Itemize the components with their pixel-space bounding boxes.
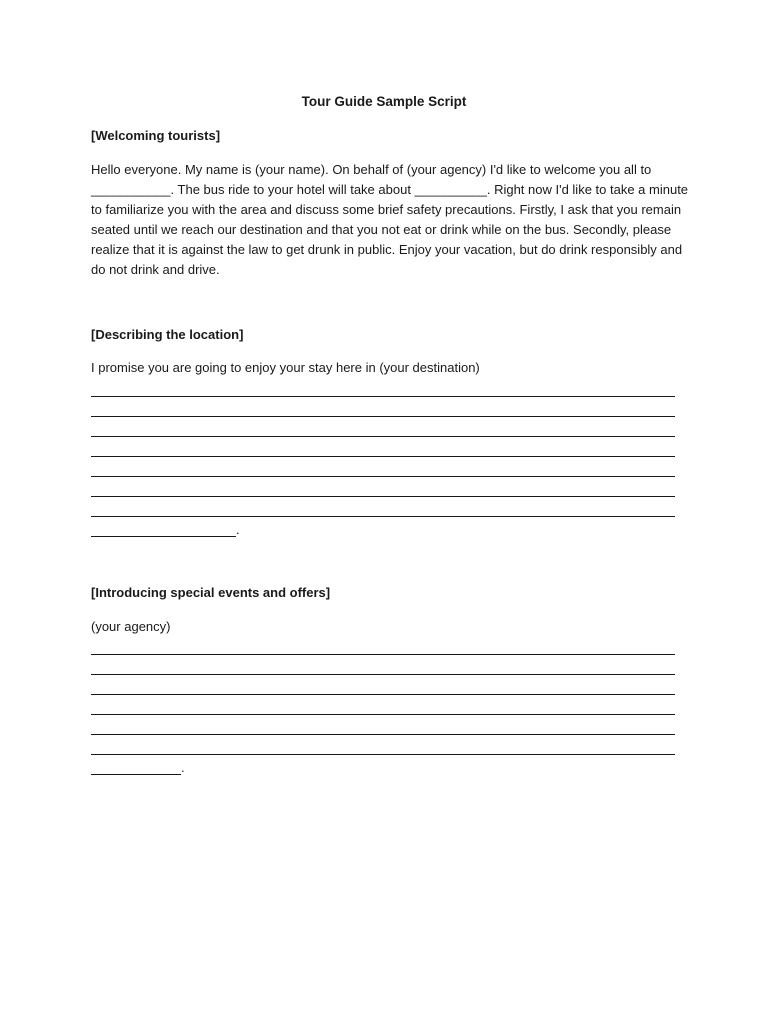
section-heading-location: [Describing the location] bbox=[91, 327, 244, 342]
paragraph-line: realize that it is against the law to get drunk in public. Enjoy your vacation, but do drink responsibly and bbox=[91, 242, 683, 257]
welcoming-paragraph bbox=[91, 160, 689, 280]
blank-writing-line bbox=[91, 516, 675, 517]
location-intro bbox=[91, 358, 681, 378]
location-intro-text: I promise you are going to enjoy your stay here in (your destination) bbox=[91, 360, 480, 375]
section-heading-welcoming: [Welcoming tourists] bbox=[91, 128, 221, 143]
blank-writing-line-short bbox=[91, 536, 236, 537]
paragraph-line: to familiarize you with the area and discuss some brief safety precautions. Firstly, I ask that you remain bbox=[91, 202, 682, 217]
blank-writing-line bbox=[91, 456, 675, 457]
events-intro-text: (your agency) bbox=[91, 619, 171, 634]
blank-writing-line bbox=[91, 416, 675, 417]
paragraph-line: Hello everyone. My name is (your name). On behalf of (your agency) I'd like to welcome you all to bbox=[91, 162, 652, 177]
blank-writing-line bbox=[91, 654, 675, 655]
blank-writing-line-short bbox=[91, 774, 181, 775]
blank-writing-line bbox=[91, 714, 675, 715]
paragraph-line: ___________. The bus ride to your hotel will take about __________. Right now I'd like to take a minute bbox=[91, 182, 689, 197]
blank-writing-line bbox=[91, 436, 675, 437]
document-title: Tour Guide Sample Script bbox=[301, 94, 467, 109]
end-period: . bbox=[236, 522, 240, 537]
paragraph-line: seated until we reach our destination and that you not eat or drink while on the bus. Secondly, please bbox=[91, 222, 672, 237]
blank-writing-line bbox=[91, 754, 675, 755]
blank-writing-line bbox=[91, 476, 675, 477]
blank-writing-line bbox=[91, 694, 675, 695]
blank-writing-line bbox=[91, 674, 675, 675]
end-period: . bbox=[181, 760, 185, 775]
events-intro bbox=[91, 617, 681, 637]
section-heading-events: [Introducing special events and offers] bbox=[91, 585, 331, 600]
blank-writing-line bbox=[91, 734, 675, 735]
blank-writing-line bbox=[91, 496, 675, 497]
blank-writing-line bbox=[91, 396, 675, 397]
paragraph-line: do not drink and drive. bbox=[91, 262, 220, 277]
